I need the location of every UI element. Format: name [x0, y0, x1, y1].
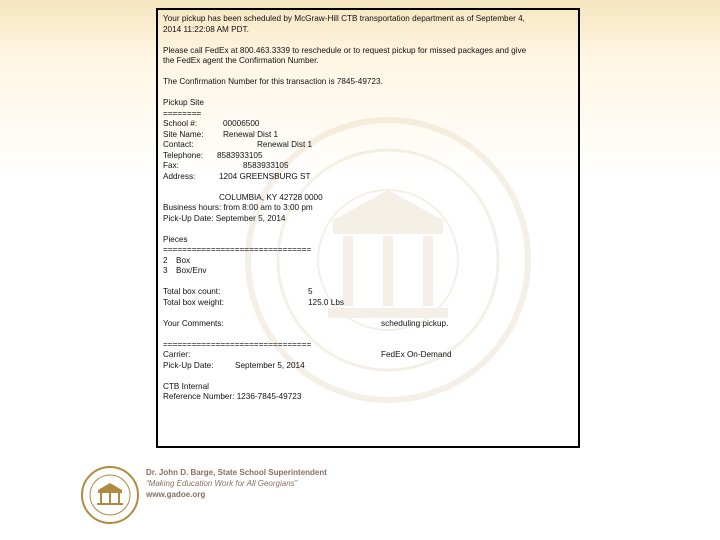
footer-text — [146, 467, 327, 500]
site-name-value: Renewal Dist 1 — [223, 129, 279, 139]
fax-label: Fax: — [163, 161, 179, 170]
school-value: 00006500 — [223, 119, 260, 128]
intro-line-2: 2014 11:22:08 AM PDT. — [163, 24, 249, 34]
footer-website-link[interactable]: www.gadoe.org — [146, 490, 206, 499]
site-name-row — [163, 130, 573, 141]
pickup-date2-label: Pick-Up Date: — [163, 360, 214, 370]
telephone-label: Telephone: — [163, 150, 204, 160]
piece-type: Box/Env — [176, 266, 207, 275]
comments-label: Your Comments: — [163, 318, 224, 328]
pickup-site-heading: Pickup Site — [163, 98, 204, 107]
contact-label: Contact: — [163, 140, 194, 149]
call-line-2: the FedEx agent the Confirmation Number. — [163, 56, 319, 65]
carrier-rule: =============================== — [163, 339, 312, 349]
pickup-confirmation-text — [163, 14, 573, 403]
piece-type: Box — [176, 255, 191, 265]
pieces-heading: Pieces — [163, 234, 188, 244]
fax-row — [163, 161, 573, 172]
piece-row — [163, 266, 573, 277]
piece-row — [163, 256, 573, 267]
address-label: Address: — [163, 171, 196, 181]
site-name-label: Site Name: — [163, 129, 204, 139]
city-row — [163, 193, 573, 204]
total-count-label: Total box count: — [163, 287, 221, 296]
pickup-date2-row — [163, 361, 573, 372]
school-label: School #: — [163, 119, 198, 128]
pickup-date-line: Pick-Up Date: September 5, 2014 — [163, 213, 286, 223]
comments-row — [163, 319, 573, 330]
piece-qty: 2 — [163, 255, 168, 265]
ctb-internal-heading: CTB Internal — [163, 381, 209, 391]
business-hours-line: Business hours: from 8:00 am to 3:00 pm — [163, 203, 313, 212]
gadoe-logo — [80, 460, 140, 530]
reference-number-line: Reference Number: 1236-7845-49723 — [163, 392, 302, 401]
address-row — [163, 172, 573, 183]
carrier-row — [163, 350, 573, 361]
total-weight-value: 125.0 Lbs — [308, 297, 344, 307]
footer-motto: “Making Education Work for All Georgians” — [146, 479, 298, 488]
pickup-date2-value: September 5, 2014 — [235, 360, 305, 370]
school-row — [163, 119, 573, 130]
total-weight-label: Total box weight: — [163, 297, 224, 307]
call-line-1: Please call FedEx at 800.463.3339 to reschedule or to request pickup for missed packages and give — [163, 45, 527, 55]
contact-value: Renewal Dist 1 — [257, 140, 313, 149]
contact-row — [163, 140, 573, 151]
intro-line-1: Your pickup has been scheduled by McGraw-Hill CTB transportation department as of September 4, — [163, 14, 525, 23]
carrier-value: FedEx On-Demand — [381, 350, 452, 359]
telephone-row — [163, 151, 573, 162]
confirmation-number-line: The Confirmation Number for this transaction is 7845-49723. — [163, 77, 383, 86]
total-count-value: 5 — [308, 287, 313, 296]
city-value: COLUMBIA, KY 42728 0000 — [219, 192, 323, 202]
pieces-rule: =============================== — [163, 245, 312, 254]
fax-value: 8583933105 — [243, 161, 289, 170]
carrier-label: Carrier: — [163, 350, 191, 359]
total-count-row — [163, 287, 573, 298]
pickup-site-rule: ======== — [163, 108, 202, 118]
piece-qty: 3 — [163, 266, 168, 275]
comments-value: scheduling pickup. — [381, 318, 449, 328]
address-value: 1204 GREENSBURG ST — [219, 171, 311, 181]
telephone-value: 8583933105 — [217, 150, 263, 160]
superintendent-name: Dr. John D. Barge, State School Superintendent — [146, 468, 327, 477]
total-weight-row — [163, 298, 573, 309]
